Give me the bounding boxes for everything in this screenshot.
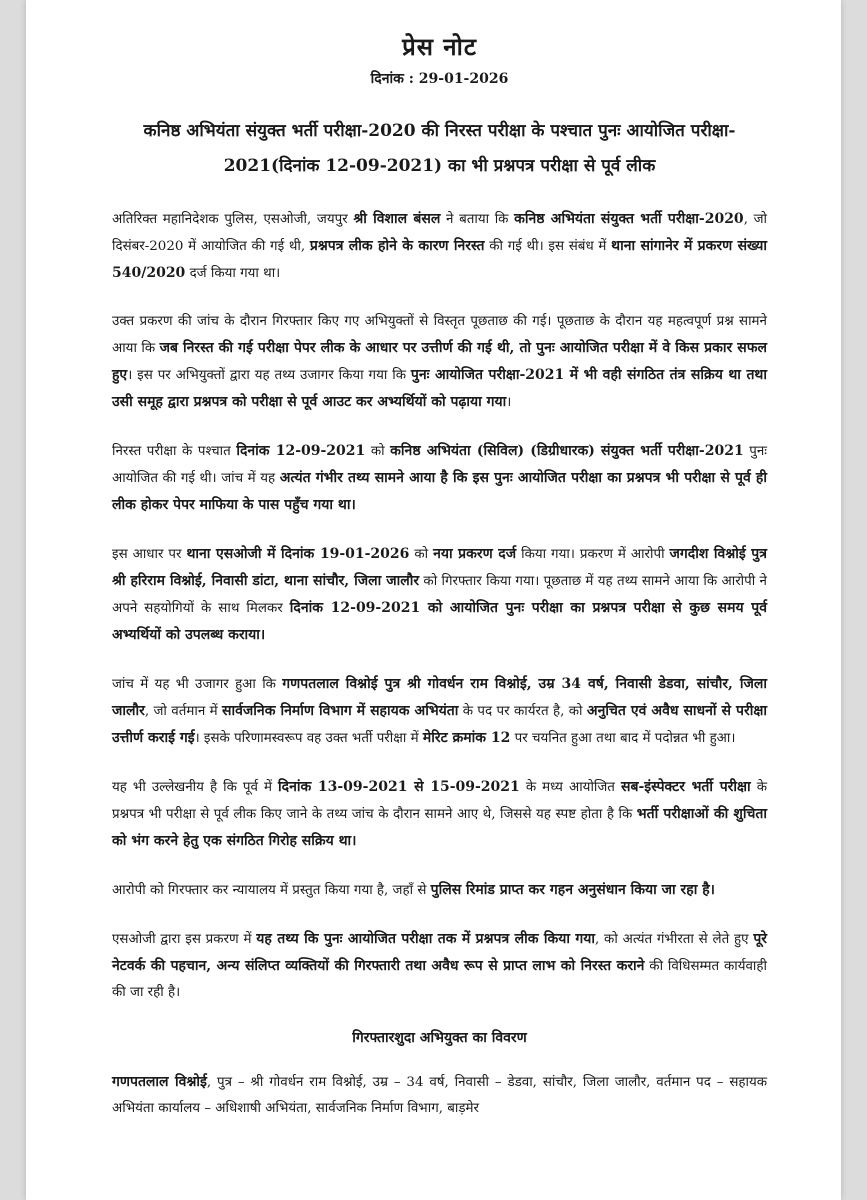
- bold-text: यह तथ्य कि पुनः आयोजित परीक्षा तक में प्रश्नपत्र लीक किया गया: [256, 931, 596, 947]
- text: एसओजी द्वारा इस प्रकरण में: [112, 932, 257, 947]
- body-paragraph: [112, 774, 767, 855]
- text: जांच में यह भी उजागर हुआ कि: [112, 677, 283, 692]
- text: किया गया। प्रकरण में आरोपी: [516, 547, 670, 562]
- document-content: [26, 0, 841, 1122]
- body-paragraph: [112, 671, 767, 752]
- bold-text: मेरिट क्रमांक 12: [422, 730, 511, 746]
- bold-text: सार्वजनिक निर्माण विभाग में सहायक अभियंता: [222, 703, 459, 719]
- bold-text: पुनः आयोजित परीक्षा-2021 में भी वही संगठित तंत्र सक्रिय था तथा उसी समूह द्वारा प्रश्नपत्र को परीक्षा से पूर्व आउट कर अभ्यर्थियों को पढ़ाया गया: [112, 367, 767, 410]
- body-paragraph: [112, 438, 767, 519]
- accused-section-heading: गिरफ्तारशुदा अभियुक्त का विवरण: [352, 1030, 527, 1046]
- text: । इस पर अभियुक्तों द्वारा यह तथ्य उजागर किया गया कि: [127, 368, 411, 383]
- text: , को अत्यंत गंभीरता से लेते हुए: [595, 932, 754, 947]
- headline: [112, 114, 767, 184]
- bold-text: पुलिस रिमांड प्राप्त कर गहन अनुसंधान किया जा रहा है।: [430, 882, 715, 898]
- page-title: प्रेस नोट: [402, 32, 477, 61]
- text: के पद पर कार्यरत है, को: [458, 704, 587, 719]
- text: , जो दिसंबर-2020 में आयोजित की गई थी,: [112, 212, 767, 254]
- bold-text: कनिष्ठ अभियंता संयुक्त भर्ती परीक्षा-2020: [514, 211, 744, 227]
- text: उक्त प्रकरण की जांच के दौरान गिरफ्तार किए गए अभियुक्तों से विस्तृत पूछताछ की गई। पूछताछ के दौरान यह महत्वपूर्ण प्रश्न सामने आया कि: [112, 314, 767, 356]
- bold-text: दिनांक 12-09-2021: [236, 443, 366, 459]
- text: ने बताया कि: [440, 212, 515, 227]
- text: को: [409, 547, 434, 562]
- text: ।: [506, 395, 512, 410]
- text: पुनः आयोजित की गई थी। जांच में यह: [112, 444, 768, 486]
- body-paragraph: [112, 926, 767, 1006]
- bold-text: अत्यंत गंभीर तथ्य सामने आया है कि इस पुनः आयोजित परीक्षा का प्रश्नपत्र भी परीक्षा से पूर्व ही लीक होकर पेपर माफिया के पास पहुँच गया था।: [112, 470, 767, 513]
- bold-text: प्रश्नपत्र लीक होने के कारण निरस्त: [309, 238, 485, 254]
- body-paragraph: [112, 309, 767, 416]
- text: पर चयनित हुआ तथा बाद में पदोन्नत भी हुआ।: [510, 731, 736, 746]
- bold-text: कनिष्ठ अभियंता (सिविल) (डिग्रीधारक) संयुक्त भर्ती परीक्षा-2021: [390, 443, 744, 459]
- body-paragraph: [112, 877, 767, 904]
- text: के मध्य आयोजित: [519, 780, 621, 795]
- headline-line: 2021(दिनांक 12-09-2021) का भी प्रश्नपत्र परीक्षा से पूर्व लीक: [223, 156, 656, 176]
- text: इस आधार पर: [112, 547, 187, 562]
- document-page: [26, 0, 841, 1200]
- bold-text: नया प्रकरण दर्ज: [433, 546, 517, 562]
- text: अतिरिक्त महानिदेशक पुलिस, एसओजी, जयपुर: [112, 212, 354, 227]
- body-paragraph: [112, 541, 767, 649]
- text: निरस्त परीक्षा के पश्चात: [112, 444, 237, 459]
- body-paragraphs: [112, 206, 767, 1006]
- text: की गई थी। इस संबंध में: [484, 239, 612, 254]
- bold-text: थाना एसओजी में दिनांक 19-01-2026: [186, 546, 410, 562]
- text: , पुत्र – श्री गोवर्धन राम विश्नोई, उम्र – 34 वर्ष, निवासी – डेडवा, सांचौर, जिला जालौर, वर्तमान पद – सहायक अभियंता कार्यालय – अधिशाषी अभियंता, सार्वजनिक निर्माण विभाग, बाड़मेर: [112, 1075, 768, 1116]
- press-note-date: दिनांक : 29-01-2026: [370, 71, 509, 87]
- text: के प्रश्नपत्र भी परीक्षा से पूर्व लीक किए जाने के तथ्य जांच के दौरान सामने आए थे, जिससे यह स्पष्ट होता है कि: [112, 780, 767, 822]
- bold-text: दिनांक 12-09-2021 को आयोजित पुनः परीक्षा का प्रश्नपत्र परीक्षा से कुछ समय पूर्व अभ्यर्थियों को उपलब्ध कराया।: [112, 600, 767, 643]
- bold-text: गणपतलाल विश्नोई: [112, 1074, 207, 1090]
- bold-text: अनुचित एवं अवैध साधनों से परीक्षा उत्तीर्ण कराई गई: [112, 703, 767, 746]
- text: आरोपी को गिरफ्तार कर न्यायालय में प्रस्तुत किया गया है, जहाँ से: [112, 883, 431, 898]
- text: , जो वर्तमान में: [144, 704, 223, 719]
- bold-text: थाना सांगानेर में प्रकरण संख्या 540/2020: [112, 238, 767, 281]
- text: की विधिसम्मत कार्यवाही की जा रही है।: [112, 959, 767, 1000]
- bold-text: जब निरस्त की गई परीक्षा पेपर लीक के आधार पर उत्तीर्ण की गई थी, तो पुनः आयोजित परीक्षा में वे किस प्रकार सफल हुए: [112, 340, 767, 383]
- body-paragraph: [112, 206, 767, 287]
- text: । इसके परिणामस्वरूप वह उक्त भर्ती परीक्षा में: [194, 731, 423, 746]
- text: को: [365, 444, 391, 459]
- bold-text: गणपतलाल विश्नोई पुत्र श्री गोवर्धन राम विश्नोई, उम्र 34 वर्ष, निवासी डेडवा, सांचौर, जिला जालौर: [112, 676, 767, 719]
- headline-line: कनिष्ठ अभियंता संयुक्त भर्ती परीक्षा-2020 की निरस्त परीक्षा के पश्चात पुनः आयोजित परीक्षा-: [143, 121, 736, 141]
- text: यह भी उल्लेखनीय है कि पूर्व में: [112, 780, 279, 795]
- accused-details: [112, 1069, 767, 1122]
- bold-text: दिनांक 13-09-2021 से 15-09-2021: [278, 779, 520, 795]
- text: को गिरफ्तार किया गया। पूछताछ में यह तथ्य सामने आया कि आरोपी ने अपने सहयोगियों के साथ मिलकर: [112, 574, 767, 616]
- bold-text: भर्ती परीक्षाओं की शुचिता को भंग करने हेतु एक संगठित गिरोह सक्रिय था।: [112, 806, 767, 849]
- bold-text: श्री विशाल बंसल: [353, 211, 441, 227]
- bold-text: जगदीश विश्नोई पुत्र श्री हरिराम विश्नोई, निवासी डांटा, थाना सांचौर, जिला जालौर: [112, 546, 767, 589]
- bold-text: सब-इंस्पेक्टर भर्ती परीक्षा: [620, 779, 751, 795]
- bold-text: पूरे नेटवर्क की पहचान, अन्य संलिप्त व्यक्तियों की गिरफ्तारी तथा अवैध रूप से प्राप्त लाभ को निरस्त कराने: [112, 931, 768, 974]
- text: दर्ज किया गया था।: [185, 266, 281, 281]
